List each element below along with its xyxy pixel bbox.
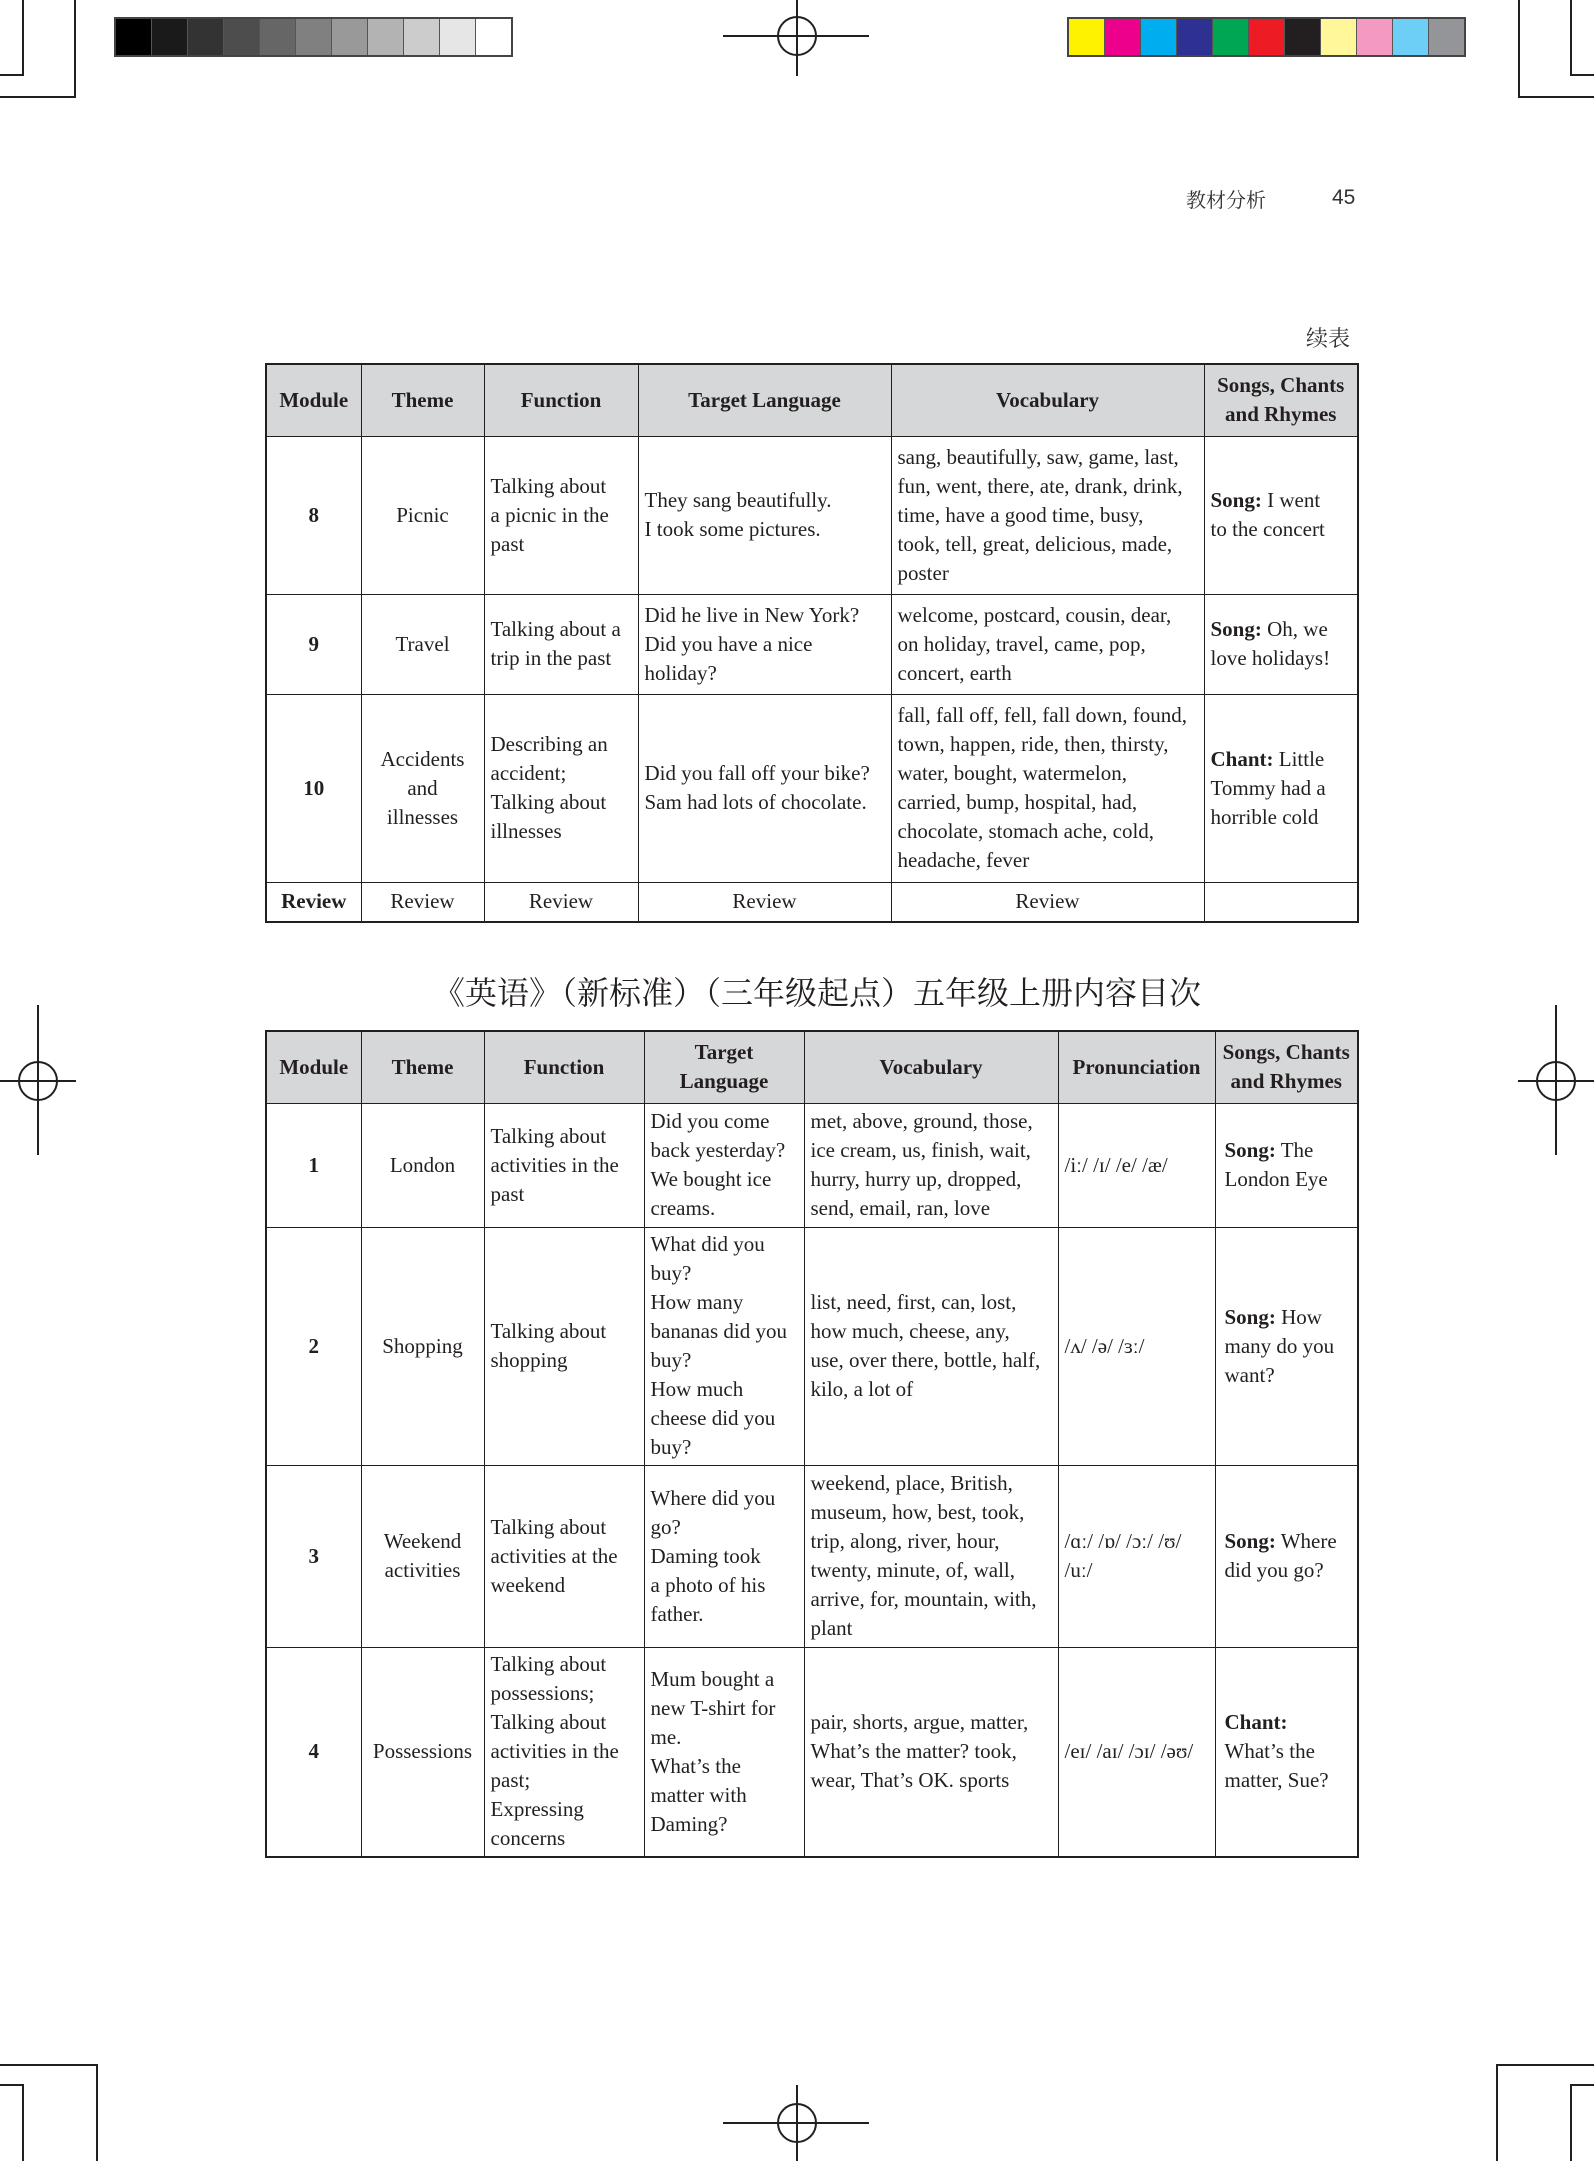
vocabulary-cell: sang, beautifully, saw, game, last, fun, went, there, ate, drank, drink, time, have a good time, busy, took, tell, great, delicious, made, poster (891, 436, 1204, 594)
table-row (266, 694, 1358, 882)
review-row (266, 882, 1358, 922)
theme-cell: London (361, 1103, 484, 1227)
color-swatch (1248, 19, 1284, 55)
function-cell: Talking about a trip in the past (484, 594, 638, 694)
table-row (266, 436, 1358, 594)
header-module: Module (266, 1031, 361, 1103)
gray-swatch (259, 19, 295, 55)
page-number: 45 (1332, 186, 1356, 209)
theme-cell: Review (361, 882, 484, 922)
table-row (266, 1227, 1358, 1465)
target-language-cell: They sang beautifully. I took some pictures. (638, 436, 891, 594)
header-target-language: Target Language (638, 364, 891, 436)
target-language-cell: Did he live in New York? Did you have a nice holiday? (638, 594, 891, 694)
function-cell: Describing an accident; Talking about illnesses (484, 694, 638, 882)
module-table-continued (265, 363, 1359, 923)
theme-cell: Shopping (361, 1227, 484, 1465)
song-title: Where did you go? (1224, 1529, 1337, 1582)
module-number: 9 (266, 594, 361, 694)
vocabulary-cell: pair, shorts, argue, matter, What’s the matter? took, wear, That’s OK. sports (804, 1647, 1058, 1857)
theme-cell: Travel (361, 594, 484, 694)
song-title: How many do you want? (1224, 1304, 1335, 1387)
vocabulary-cell: welcome, postcard, cousin, dear, on holiday, travel, came, pop, concert, earth (891, 594, 1204, 694)
module-table-grade5 (265, 1030, 1359, 1858)
color-calibration-bar (1067, 17, 1466, 57)
color-swatch (1104, 19, 1140, 55)
color-swatch (1069, 19, 1104, 55)
function-cell: Talking about a picnic in the past (484, 436, 638, 594)
function-cell: Talking about activities in the past (484, 1103, 644, 1227)
header-function: Function (484, 364, 638, 436)
gray-swatch (116, 19, 151, 55)
table-header-row (266, 1031, 1358, 1103)
theme-cell: Possessions (361, 1647, 484, 1857)
song-type: Song: (1224, 1529, 1276, 1553)
table-row (266, 1465, 1358, 1647)
target-language-cell: Did you fall off your bike? Sam had lots of chocolate. (638, 694, 891, 882)
function-cell: Review (484, 882, 638, 922)
pronunciation-cell: /ɑː/ /ɒ/ /ɔː/ /ʊ/ /uː/ (1058, 1465, 1215, 1647)
songs-cell (1215, 1647, 1358, 1857)
gray-swatch (439, 19, 475, 55)
songs-cell (1204, 694, 1358, 882)
header-songs: Songs, Chants and Rhymes (1204, 364, 1358, 436)
function-cell: Talking about possessions; Talking about activities in the past; Expressing concerns (484, 1647, 644, 1857)
pronunciation-cell: /ʌ/ /ə/ /ɜː/ (1058, 1227, 1215, 1465)
header-pronunciation: Pronunciation (1058, 1031, 1215, 1103)
gray-swatch (331, 19, 367, 55)
header-vocabulary: Vocabulary (891, 364, 1204, 436)
gray-swatch (295, 19, 331, 55)
gray-swatch (403, 19, 439, 55)
theme-cell: Accidents and illnesses (361, 694, 484, 882)
module-number: 10 (266, 694, 361, 882)
songs-cell (1215, 1465, 1358, 1647)
header-target-language: Target Language (644, 1031, 804, 1103)
song-type: Chant: (1224, 1710, 1288, 1735)
module-number: Review (266, 882, 361, 922)
song-title: The London Eye (1224, 1138, 1328, 1191)
module-number: 2 (266, 1227, 361, 1465)
color-swatch (1284, 19, 1320, 55)
module-number: 8 (266, 436, 361, 594)
target-language-cell: Mum bought a new T-shirt for me. What’s the matter with Daming? (644, 1647, 804, 1857)
table-row (266, 1647, 1358, 1857)
running-header: 教材分析 (1186, 188, 1266, 212)
song-type: Chant: (1210, 746, 1274, 771)
songs-cell (1215, 1103, 1358, 1227)
song-title: Little Tommy had a horrible cold (1210, 746, 1326, 829)
song-type: Song: (1224, 1138, 1276, 1162)
vocabulary-cell: weekend, place, British, museum, how, best, took, trip, along, river, hour, twenty, minute, of, wall, arrive, for, mountain, with, plant (804, 1465, 1058, 1647)
header-theme: Theme (361, 1031, 484, 1103)
color-swatch (1212, 19, 1248, 55)
color-swatch (1428, 19, 1464, 55)
table-header-row (266, 364, 1358, 436)
module-number: 4 (266, 1647, 361, 1857)
songs-cell (1215, 1227, 1358, 1465)
pronunciation-cell: /iː/ /ɪ/ /e/ /æ/ (1058, 1103, 1215, 1227)
header-songs: Songs, Chants and Rhymes (1215, 1031, 1358, 1103)
songs-cell (1204, 594, 1358, 694)
target-language-cell: Did you come back yesterday? We bought ice creams. (644, 1103, 804, 1227)
target-language-cell: Where did you go? Daming took a photo of his father. (644, 1465, 804, 1647)
pronunciation-cell: /eɪ/ /aɪ/ /ɔɪ/ /əʊ/ (1058, 1647, 1215, 1857)
function-cell: Talking about shopping (484, 1227, 644, 1465)
header-theme: Theme (361, 364, 484, 436)
table-continued-label: 续表 (1306, 327, 1351, 352)
theme-cell: Picnic (361, 436, 484, 594)
vocabulary-cell: met, above, ground, those, ice cream, us, finish, wait, hurry, hurry up, dropped, send, email, ran, love (804, 1103, 1058, 1227)
songs-cell (1204, 436, 1358, 594)
gray-swatch (187, 19, 223, 55)
header-function: Function (484, 1031, 644, 1103)
vocabulary-cell: Review (891, 882, 1204, 922)
color-swatch (1392, 19, 1428, 55)
target-language-cell: What did you buy? How many bananas did you buy? How much cheese did you buy? (644, 1227, 804, 1465)
function-cell: Talking about activities at the weekend (484, 1465, 644, 1647)
table-row (266, 1103, 1358, 1227)
header-module: Module (266, 364, 361, 436)
color-swatch (1320, 19, 1356, 55)
vocabulary-cell: list, need, first, can, lost, how much, cheese, any, use, over there, bottle, half, kilo, a lot of (804, 1227, 1058, 1465)
color-swatch (1356, 19, 1392, 55)
gray-swatch (475, 19, 511, 55)
table-row (266, 594, 1358, 694)
gray-swatch (367, 19, 403, 55)
gray-swatch (223, 19, 259, 55)
target-language-cell: Review (638, 882, 891, 922)
color-swatch (1176, 19, 1212, 55)
song-title: What’s the matter, Sue? (1224, 1739, 1329, 1793)
module-number: 1 (266, 1103, 361, 1227)
section-title: 《英语》（新标准）（三年级起点）五年级上册内容目次 (432, 974, 1201, 1012)
song-title: I went to the concert (1210, 488, 1325, 541)
songs-cell (1204, 882, 1358, 922)
color-swatch (1140, 19, 1176, 55)
grayscale-calibration-bar (114, 17, 513, 57)
gray-swatch (151, 19, 187, 55)
vocabulary-cell: fall, fall off, fell, fall down, found, town, happen, ride, then, thirsty, water, bought, watermelon, carried, bump, hospital, had, chocolate, stomach ache, cold, headache, fever (891, 694, 1204, 882)
song-type: Song: (1224, 1304, 1276, 1329)
header-vocabulary: Vocabulary (804, 1031, 1058, 1103)
song-type: Song: (1210, 617, 1262, 641)
song-title: Oh, we love holidays! (1210, 617, 1331, 670)
theme-cell: Weekend activities (361, 1465, 484, 1647)
module-number: 3 (266, 1465, 361, 1647)
song-type: Song: (1210, 488, 1262, 512)
